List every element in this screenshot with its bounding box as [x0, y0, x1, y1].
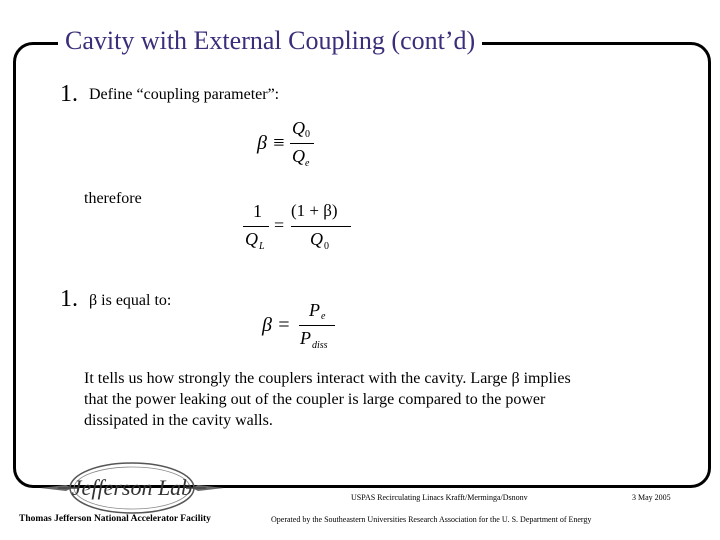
explanation-line-1a: It tells us how strongly the couplers interact with the cavity. Large — [84, 370, 512, 387]
item-text-2-label: is equal to: — [97, 292, 172, 309]
therefore-text: therefore — [84, 190, 142, 207]
eq3-numerator: P — [309, 300, 320, 320]
explanation-line-1 — [84, 368, 571, 389]
eq3-denominator-sub: diss — [312, 340, 328, 351]
eq1-denominator: Q — [292, 146, 305, 166]
eq2-rhs-numerator: (1 + β) — [291, 201, 338, 220]
slide-title: Cavity with External Coupling (cont’d) — [58, 24, 482, 58]
item-number-2: 1. — [60, 286, 78, 312]
eq3-lhs: β = — [262, 314, 291, 336]
eq1-denominator-sub: e — [305, 158, 310, 169]
eq3-numerator-sub: e — [321, 311, 326, 322]
eq2-equals: = — [274, 215, 285, 235]
footer-operated-by: Operated by the Southeastern Universities Research Association for the U. S. Department of Energy — [271, 515, 592, 524]
explanation-paragraph — [84, 368, 571, 431]
item-text-1: Define “coupling parameter”: — [89, 86, 280, 103]
item-number-1: 1. — [60, 81, 78, 107]
explanation-line-2: that the power leaking out of the coupler is large compared to the power — [84, 391, 546, 408]
eq1-lhs: β ≡ — [257, 132, 286, 154]
footer-facility-name: Thomas Jefferson National Accelerator Facility — [19, 514, 211, 524]
eq2-lhs-numerator: 1 — [253, 201, 262, 221]
eq2-rhs-denominator: Q — [310, 229, 323, 249]
beta-symbol: β — [89, 292, 98, 309]
eq1-numerator: Q — [292, 118, 305, 138]
svg-text:Jefferson Lab: Jefferson Lab — [71, 475, 193, 500]
eq1-fraction-bar — [290, 143, 314, 144]
equation-power-ratio — [262, 300, 352, 356]
eq2-rhs-denominator-sub: 0 — [324, 241, 329, 252]
eq2-rhs-bar — [291, 226, 351, 227]
jefferson-lab-logo — [38, 458, 226, 518]
eq1-numerator-sub: 0 — [305, 129, 310, 140]
explanation-line-1b: implies — [519, 370, 571, 387]
item-text-2 — [89, 291, 171, 311]
eq2-lhs-denominator-sub: L — [259, 241, 265, 252]
explanation-line-3: dissipated in the cavity walls. — [84, 412, 273, 429]
eq2-lhs-bar — [243, 226, 269, 227]
footer-date: 3 May 2005 — [632, 493, 671, 502]
equation-loaded-q — [243, 199, 358, 259]
eq2-lhs-denominator: Q — [245, 229, 258, 249]
eq3-fraction-bar — [299, 325, 335, 326]
eq3-denominator: P — [300, 328, 311, 348]
beta-symbol-inline: β — [511, 370, 520, 387]
equation-coupling-parameter — [257, 118, 327, 174]
footer-course: USPAS Recirculating Linacs Krafft/Merminga/Dsnonv — [351, 493, 528, 502]
